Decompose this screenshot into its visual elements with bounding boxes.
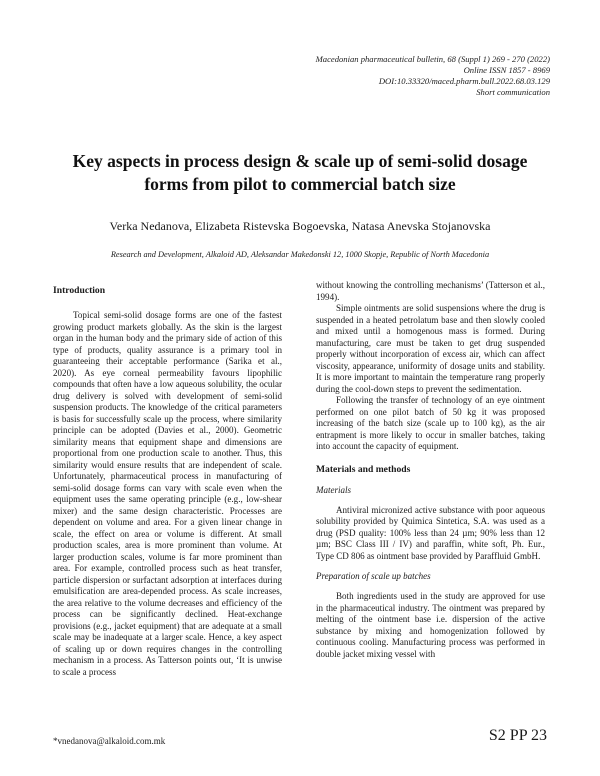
intro-continuation: without knowing the controlling mechanisms’ (Tatterson et al., 1994).	[316, 280, 545, 302]
journal-header	[316, 54, 550, 98]
right-column	[316, 280, 545, 660]
materials-paragraph: Antiviral micronized active substance with poor aqueous solubility provided by Quimica Sintetica, S.A. was used as a drug (PSD quality: 100% less than 24 µm; 90% less than 12 µm; BSC Class III / IV) and paraffin, white soft, Ph. Eur., Type CD 806 as ointment base provided by Paraffluid GmbH.	[316, 504, 545, 561]
journal-citation: Macedonian pharmaceutical bulletin, 68 (Suppl 1) 269 - 270 (2022)	[315, 54, 550, 64]
doi-line[interactable]: DOI:10.33320/maced.pharm.bull.2022.68.03.129	[378, 76, 550, 86]
intro-paragraph-1: Topical semi-solid dosage forms are one of the fastest growing product markets globally. As the skin is the largest organ in the human body and the primary side of action of this type of products, quality assurance is a primary tool in guaranteeing their acceptable performance (Sarika et al., 2020). As eye corneal permeability favours lipophilic compounds that often have a low aqueous solubility, the ocular drug delivery is solved with development of semi-solid suspension products. The knowledge of the critical parameters is basis for successfully scale up the process, where similarity principle can be adopted (Davies et al., 2000). Geometric similarity means that equipment shape and dimensions are proportional from one production scale to another. Thus, this similarity would ensure results that are independent of scale. Unfortunately, pharmaceutical process in manufacturing of semi-solid dosage forms can vary with scale even when the equipment uses the same operating principle (e.g., low-shear mixer) and the same design characteristic. Processes are dependent on volume and area. For a given linear change in scale, the effect on area or volume is different. At small production scales, area is more prominent than volume. At larger production scales, volume is far more prominent than area. For example, controlled process such as heat transfer, particle dispersion or surfactant adsorption at interfaces during emulsification are area-depended process. As scale increases, the area relative to the volume decreases and efficiency of the process can be significantly declined. Heat-exchange provisions (e.g., jacket equipment) that are adequate at a small scale may be inadequate at a larger scale. Hence, a key aspect of scaling up or down requires changes in the controlling mechanism in a process. As Tatterson points out, ‘It is unwise to scale a process	[53, 310, 282, 677]
title-line-2: forms from pilot to commercial batch size	[144, 174, 456, 194]
affiliation: Research and Development, Alkaloid AD, Aleksandar Makedonski 12, 1000 Skopje, Republic of North Macedonia	[110, 250, 490, 259]
paper-title	[40, 150, 560, 196]
preparation-subheading: Preparation of scale up batches	[316, 571, 431, 581]
introduction-heading: Introduction	[53, 285, 106, 296]
intro-paragraph-2: Simple ointments are solid suspensions where the drug is suspended in a heated petrolatum base and then slowly cooled and mixed until a homogenous mass is formed. During manufacturing, care must be taken to get drug suspended properly without incorporation of excess air, which can affect viscosity, appearance, uniformity of dosage units and stability. It is more important to maintain the temperature rang properly during the cool-down steps to prevent the sedimentation.	[316, 303, 545, 394]
article-type: Short communication	[476, 87, 550, 97]
issn-line: Online ISSN 1857 - 8969	[463, 65, 550, 75]
title-line-1: Key aspects in process design & scale up of semi-solid dosage	[72, 151, 528, 171]
corresponding-email[interactable]: *vnedanova@alkaloid.com.mk	[53, 736, 166, 746]
intro-paragraph-3: Following the transfer of technology of an eye ointment performed on one pilot batch of 50 kg it was proposed increasing of the batch size (scale up to 100 kg), as the air entrapment is more likely to occur in smaller batches, taking into account the capacity of equipment.	[316, 395, 545, 451]
preparation-paragraph: Both ingredients used in the study are approved for use in the pharmaceutical industry. The ointment was prepared by melting of the ointment base i.e. dispersion of the active substance by mixing and homogenization followed by continuous cooling. Manufacturing process was performed in double jacket mixing vessel with	[316, 591, 545, 659]
methods-heading: Materials and methods	[316, 463, 411, 475]
page-number: S2 PP 23	[488, 727, 547, 744]
author-list: Verka Nedanova, Elizabeta Ristevska Bogoevska, Natasa Anevska Stojanovska	[109, 219, 491, 233]
left-column	[53, 280, 282, 678]
materials-subheading: Materials	[316, 484, 351, 495]
